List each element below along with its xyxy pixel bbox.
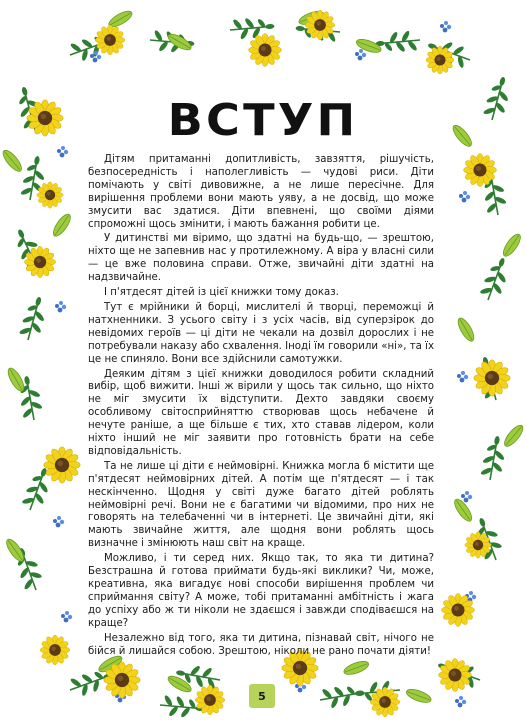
paragraph: Деяким дітям з цієї книжки доводилося робити складний вибір, щоб вижити. Інші ж вірили у щось так сильно, що ніхто не міг змусити їх відступити. Дехто завдяки своєму особливому світосприйняттю створював щось небачене й нечуте раніше, а ще більше є тих, хто ставав лідером, коли ніхто інший не міг заявити про готовність брати на себе відповідальність. [88, 368, 434, 457]
paragraph: Можливо, і ти серед них. Якщо так, то яка ти дитина? Безстрашна й готова приймати будь-які виклики? Чи, може, креативна, яка вигадує нові способи вирішення проблем чи сприймання світу? А може, тобі притаманні амбітність і жага до успіху або ж ти ніколи не здаєшся і завжди сподіваєшся на краще? [88, 553, 434, 629]
page-title: ВСТУП [167, 95, 359, 146]
paragraph: У дитинстві ми віримо, що здатні на будь-що, — зрештою, ніхто ще не запевнив нас у протилежному. А віра у власні сили — це вже половина справи. Отже, звичайні діти здатні на надзвичайне. [88, 233, 434, 284]
paragraph: І п'ятдесят дітей із цієї книжки тому доказ. [104, 287, 339, 299]
paragraph: Тут є мрійники й борці, мислителі й творці, переможці й натхненники. З усього світу і з усіх часів, від суперзірок до невідомих героїв — ці діти не чекали на дозвіл дорослих і не потребували наказу або схвалення. Іноді їм говорили «ні», та їх це не спиняло. Вони все здійснили самотужки. [88, 301, 434, 365]
paragraph: Незалежно від того, яка ти дитина, пізнавай світ, нічого не бійся й лишайся собою. Зрештою, ніколи не рано почати діяти! [88, 632, 434, 657]
page-number: 5 [258, 689, 266, 703]
right-garland [450, 74, 526, 602]
left-garland [0, 84, 78, 622]
paragraph: Дітям притаманні допитливість, завзяття, рішучість, безпосередність і наполегливість — чудові риси. Діти помічають у світі дивовижне, а не лише пересічне. Для вирішення проблеми вони мають уяву, а не досвід, що може змусити вас здатися. Діти впевнені, що своїми діями спроможні щось змінити, і мають бажання робити це. [88, 154, 434, 230]
paragraph: Та не лише ці діти є неймовірні. Книжка могла б містити ще п'ятдесят неймовірних дітей. А потім ще п'ятдесят — і так нескінченно. Щодня у світі дуже багато дітей роблять неймовірні речі. Вони не є багатими чи відомими, про них не говорять на телебаченні чи в інтернеті. Це звичайні діти, які мають звичайне життя, але щодня вони роблять щось визначне і змінюють наш світ на краще. [88, 460, 434, 550]
page-number-badge [249, 684, 275, 708]
intro-text [88, 154, 434, 658]
